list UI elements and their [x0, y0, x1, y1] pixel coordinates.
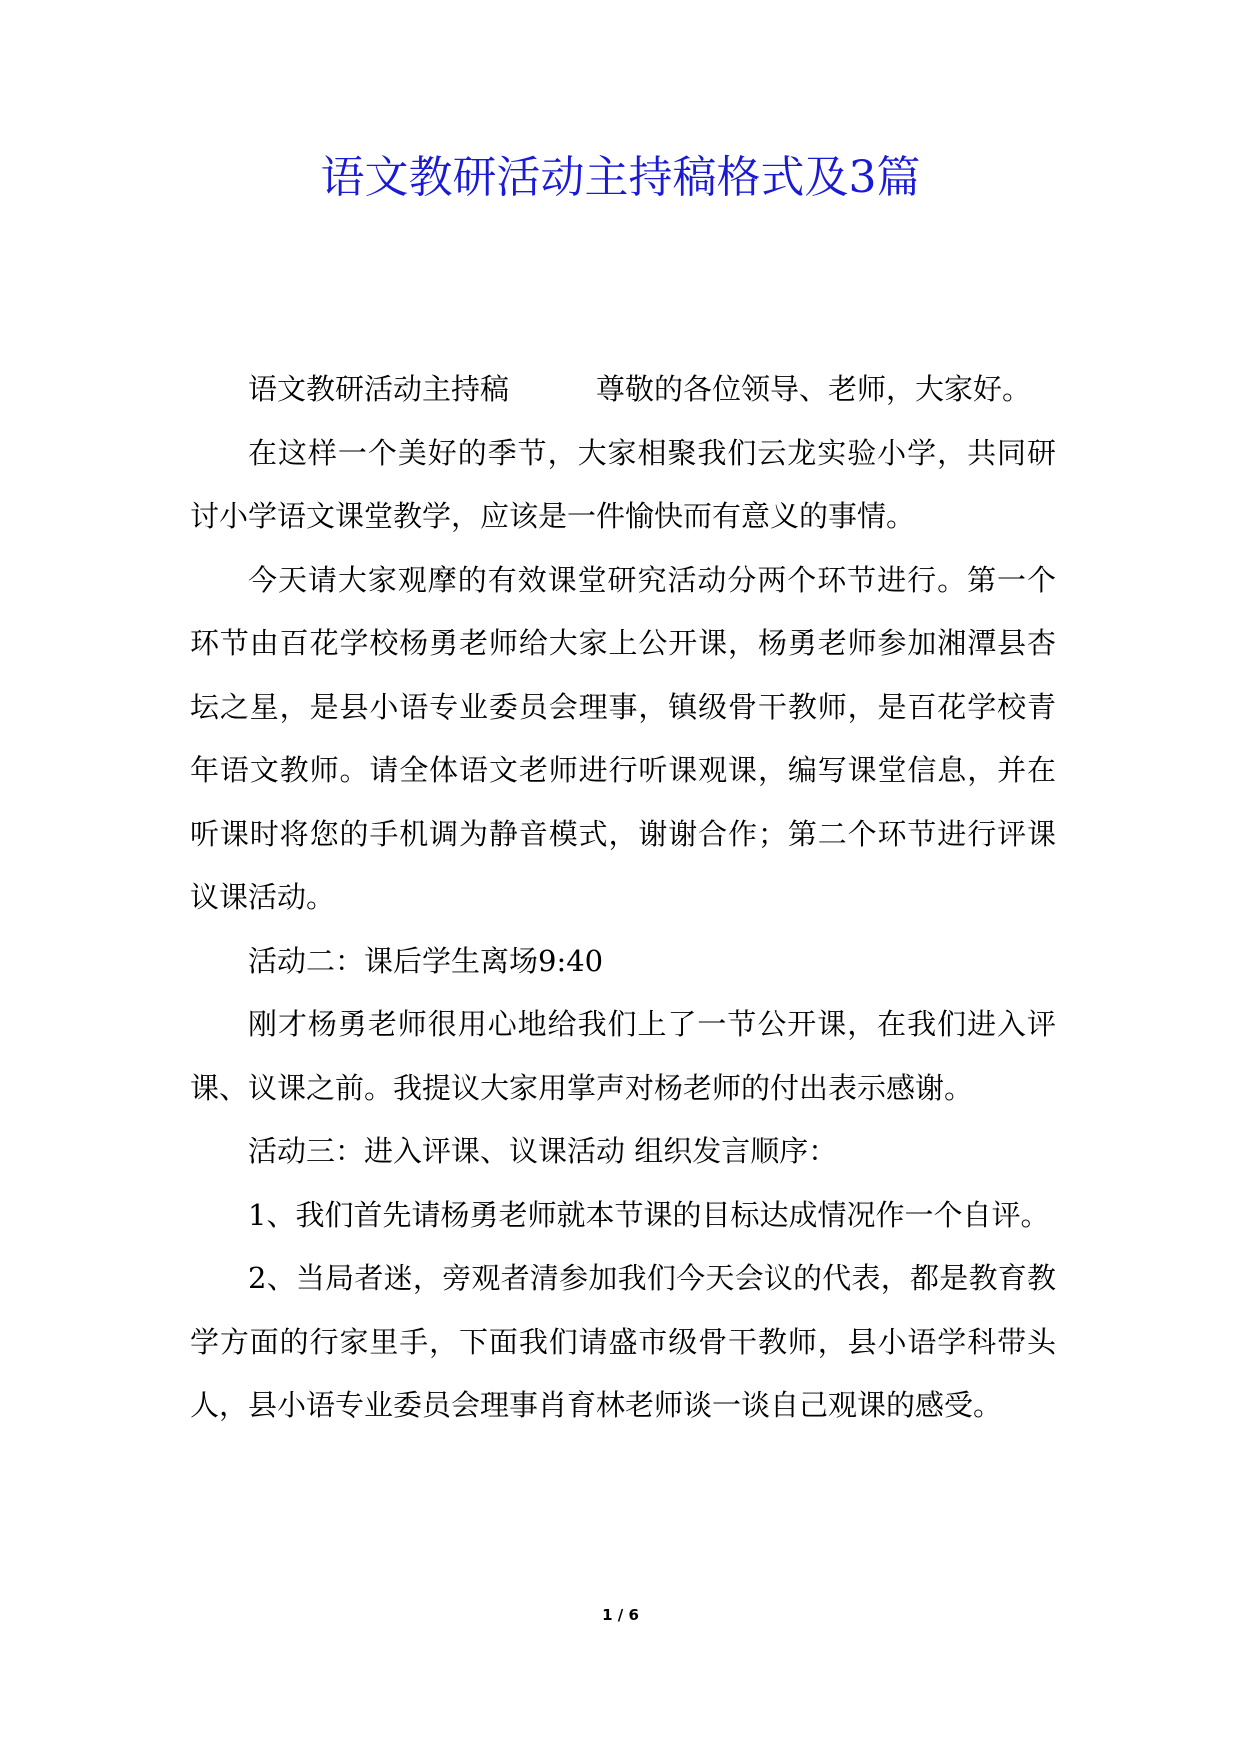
paragraph: 2、当局者迷，旁观者清参加我们今天会议的代表，都是教育教学方面的行家里手，下面我们请盛市级骨干教师，县小语学科带头人，县小语专业委员会理事肖育林老师谈一谈自己观课的感受。 [190, 1261, 1056, 1422]
document-title: 语文教研活动主持稿格式及3篇 [320, 152, 921, 203]
paragraph: 语文教研活动主持稿 尊敬的各位领导、老师，大家好。 [248, 372, 1032, 406]
paragraph: 1、我们首先请杨勇老师就本节课的目标达成情况作一个自评。 [248, 1197, 1050, 1232]
document-body [190, 358, 1056, 1438]
paragraph: 刚才杨勇老师很用心地给我们上了一节公开课，在我们进入评课、议课之前。我提议大家用掌声对杨老师的付出表示感谢。 [190, 1007, 1056, 1105]
paragraph: 今天请大家观摩的有效课堂研究活动分两个环节进行。第一个环节由百花学校杨勇老师给大家上公开课，杨勇老师参加湘潭县杏坛之星，是县小语专业委员会理事，镇级骨干教师，是百花学校青年语文教师。请全体语文老师进行听课观课，编写课堂信息，并在听课时将您的手机调为静音模式，谢谢合作；第二个环节进行评课议课活动。 [190, 562, 1056, 914]
page-number: 1 / 6 [602, 1606, 639, 1624]
paragraph: 在这样一个美好的季节，大家相聚我们云龙实验小学，共同研讨小学语文课堂教学，应该是一件愉快而有意义的事情。 [190, 435, 1056, 533]
paragraph: 活动二：课后学生离场9:40 [248, 943, 604, 978]
paragraph: 活动三：进入评课、议课活动 组织发言顺序： [248, 1134, 838, 1168]
